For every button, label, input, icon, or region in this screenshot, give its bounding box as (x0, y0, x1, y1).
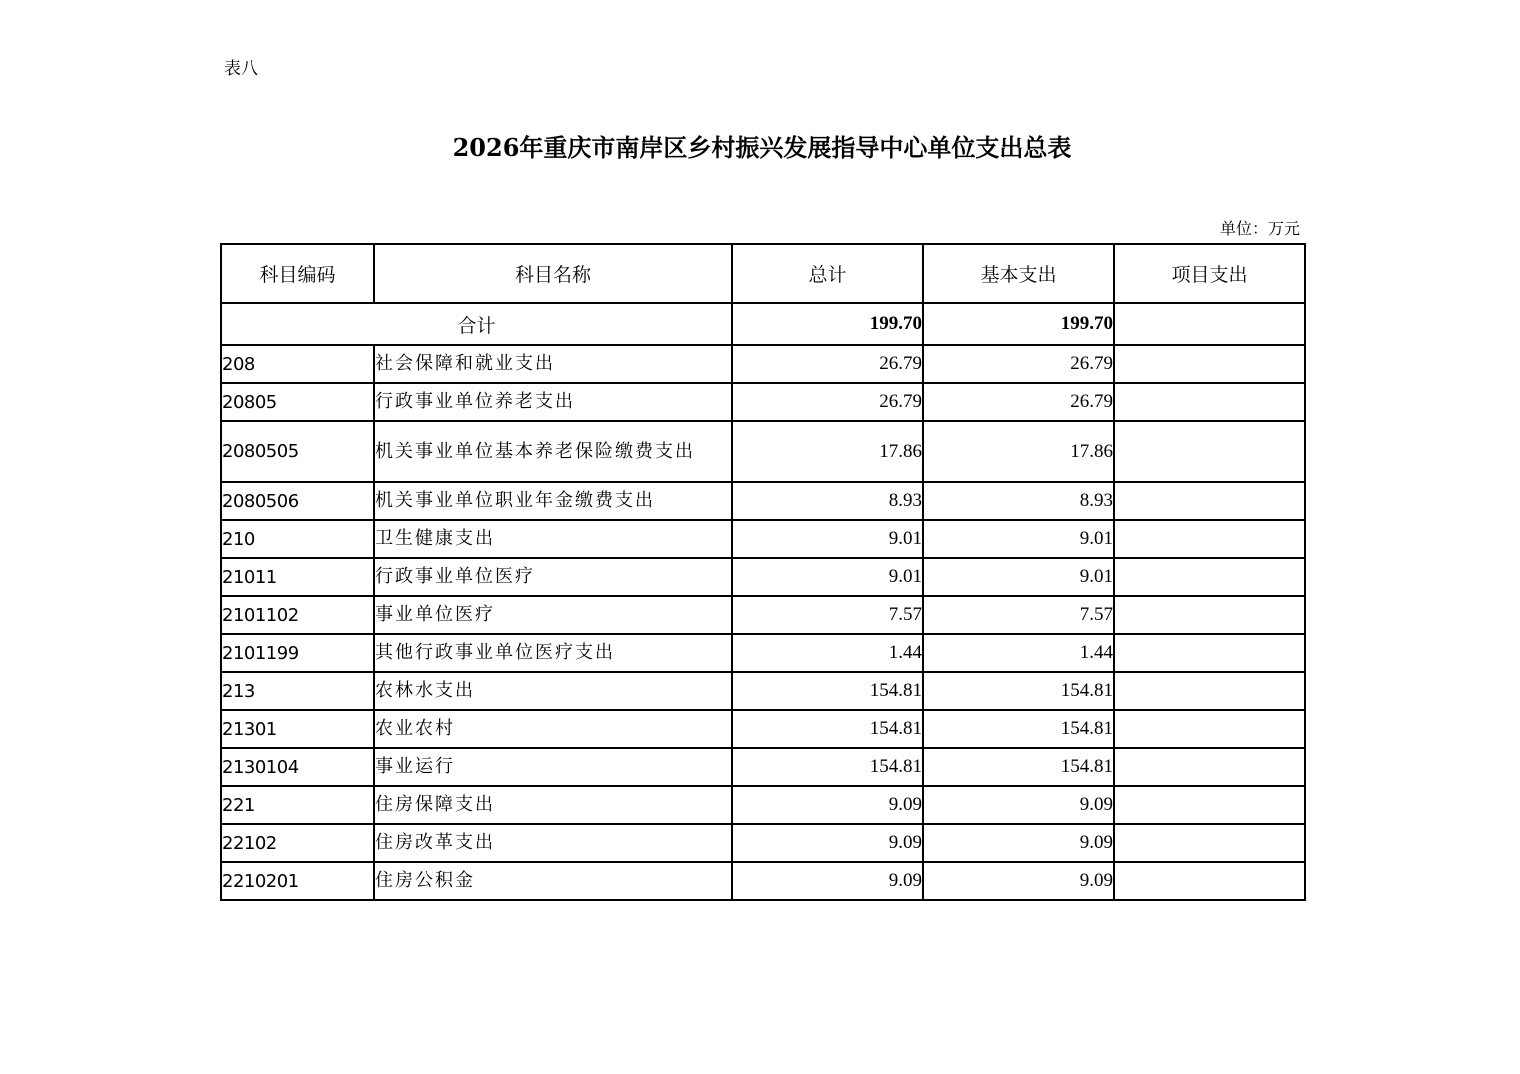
table-row (221, 672, 1305, 710)
table-row (221, 421, 1305, 482)
row-total: 9.09 (732, 824, 923, 862)
total-project (1114, 303, 1305, 345)
row-code: 221 (221, 786, 374, 824)
table-row (221, 520, 1305, 558)
table-row (221, 748, 1305, 786)
row-basic: 154.81 (923, 748, 1114, 786)
row-total: 9.01 (732, 520, 923, 558)
table-row (221, 824, 1305, 862)
row-total: 1.44 (732, 634, 923, 672)
row-name: 农业农村 (374, 710, 732, 748)
row-code: 2130104 (221, 748, 374, 786)
row-code: 2101102 (221, 596, 374, 634)
row-project (1114, 558, 1305, 596)
row-project (1114, 345, 1305, 383)
row-basic: 9.09 (923, 824, 1114, 862)
row-total: 9.09 (732, 862, 923, 900)
row-name: 行政事业单位医疗 (374, 558, 732, 596)
row-project (1114, 748, 1305, 786)
row-name: 事业单位医疗 (374, 596, 732, 634)
row-code: 2080505 (221, 421, 374, 482)
table-row (221, 383, 1305, 421)
row-project (1114, 383, 1305, 421)
row-project (1114, 482, 1305, 520)
expenditure-table (220, 243, 1306, 901)
row-name: 住房改革支出 (374, 824, 732, 862)
row-name: 行政事业单位养老支出 (374, 383, 732, 421)
row-total: 9.09 (732, 786, 923, 824)
row-basic: 9.09 (923, 786, 1114, 824)
table-row (221, 345, 1305, 383)
row-total: 26.79 (732, 383, 923, 421)
unit-label: 单位：万元 (1219, 219, 1300, 238)
header-code: 科目编码 (221, 244, 374, 303)
row-project (1114, 710, 1305, 748)
table-row (221, 786, 1305, 824)
row-code: 2210201 (221, 862, 374, 900)
header-total: 总计 (732, 244, 923, 303)
total-total: 199.70 (732, 303, 923, 345)
row-code: 21011 (221, 558, 374, 596)
row-total: 154.81 (732, 672, 923, 710)
row-total: 7.57 (732, 596, 923, 634)
table-row (221, 558, 1305, 596)
row-name: 社会保障和就业支出 (374, 345, 732, 383)
total-row (221, 303, 1305, 345)
row-code: 21301 (221, 710, 374, 748)
row-code: 22102 (221, 824, 374, 862)
row-code: 213 (221, 672, 374, 710)
row-code: 208 (221, 345, 374, 383)
row-code: 20805 (221, 383, 374, 421)
header-basic: 基本支出 (923, 244, 1114, 303)
row-code: 2080506 (221, 482, 374, 520)
row-project (1114, 672, 1305, 710)
row-basic: 9.01 (923, 520, 1114, 558)
header-project: 项目支出 (1114, 244, 1305, 303)
row-basic: 8.93 (923, 482, 1114, 520)
row-project (1114, 634, 1305, 672)
row-basic: 1.44 (923, 634, 1114, 672)
row-project (1114, 824, 1305, 862)
row-basic: 9.09 (923, 862, 1114, 900)
header-name: 科目名称 (374, 244, 732, 303)
table-row (221, 862, 1305, 900)
row-basic: 154.81 (923, 672, 1114, 710)
row-name: 卫生健康支出 (374, 520, 732, 558)
row-project (1114, 786, 1305, 824)
row-name: 机关事业单位基本养老保险缴费支出 (374, 421, 732, 482)
row-basic: 17.86 (923, 421, 1114, 482)
row-name: 住房公积金 (374, 862, 732, 900)
page-title: 2026年重庆市南岸区乡村振兴发展指导中心单位支出总表 (452, 133, 1072, 162)
table-row (221, 596, 1305, 634)
row-total: 8.93 (732, 482, 923, 520)
row-project (1114, 862, 1305, 900)
row-project (1114, 596, 1305, 634)
row-basic: 9.01 (923, 558, 1114, 596)
row-basic: 26.79 (923, 345, 1114, 383)
row-basic: 26.79 (923, 383, 1114, 421)
row-code: 210 (221, 520, 374, 558)
table-header-row (221, 244, 1305, 303)
row-name: 事业运行 (374, 748, 732, 786)
row-name: 农林水支出 (374, 672, 732, 710)
row-total: 154.81 (732, 748, 923, 786)
row-total: 154.81 (732, 710, 923, 748)
row-name: 住房保障支出 (374, 786, 732, 824)
total-label: 合计 (221, 303, 732, 345)
row-total: 26.79 (732, 345, 923, 383)
row-code: 2101199 (221, 634, 374, 672)
row-basic: 7.57 (923, 596, 1114, 634)
row-total: 17.86 (732, 421, 923, 482)
row-project (1114, 520, 1305, 558)
table-row (221, 482, 1305, 520)
row-name: 机关事业单位职业年金缴费支出 (374, 482, 732, 520)
row-total: 9.01 (732, 558, 923, 596)
table-row (221, 634, 1305, 672)
row-name: 其他行政事业单位医疗支出 (374, 634, 732, 672)
row-project (1114, 421, 1305, 482)
table-number: 表八 (224, 59, 258, 79)
row-basic: 154.81 (923, 710, 1114, 748)
table-row (221, 710, 1305, 748)
total-basic: 199.70 (923, 303, 1114, 345)
